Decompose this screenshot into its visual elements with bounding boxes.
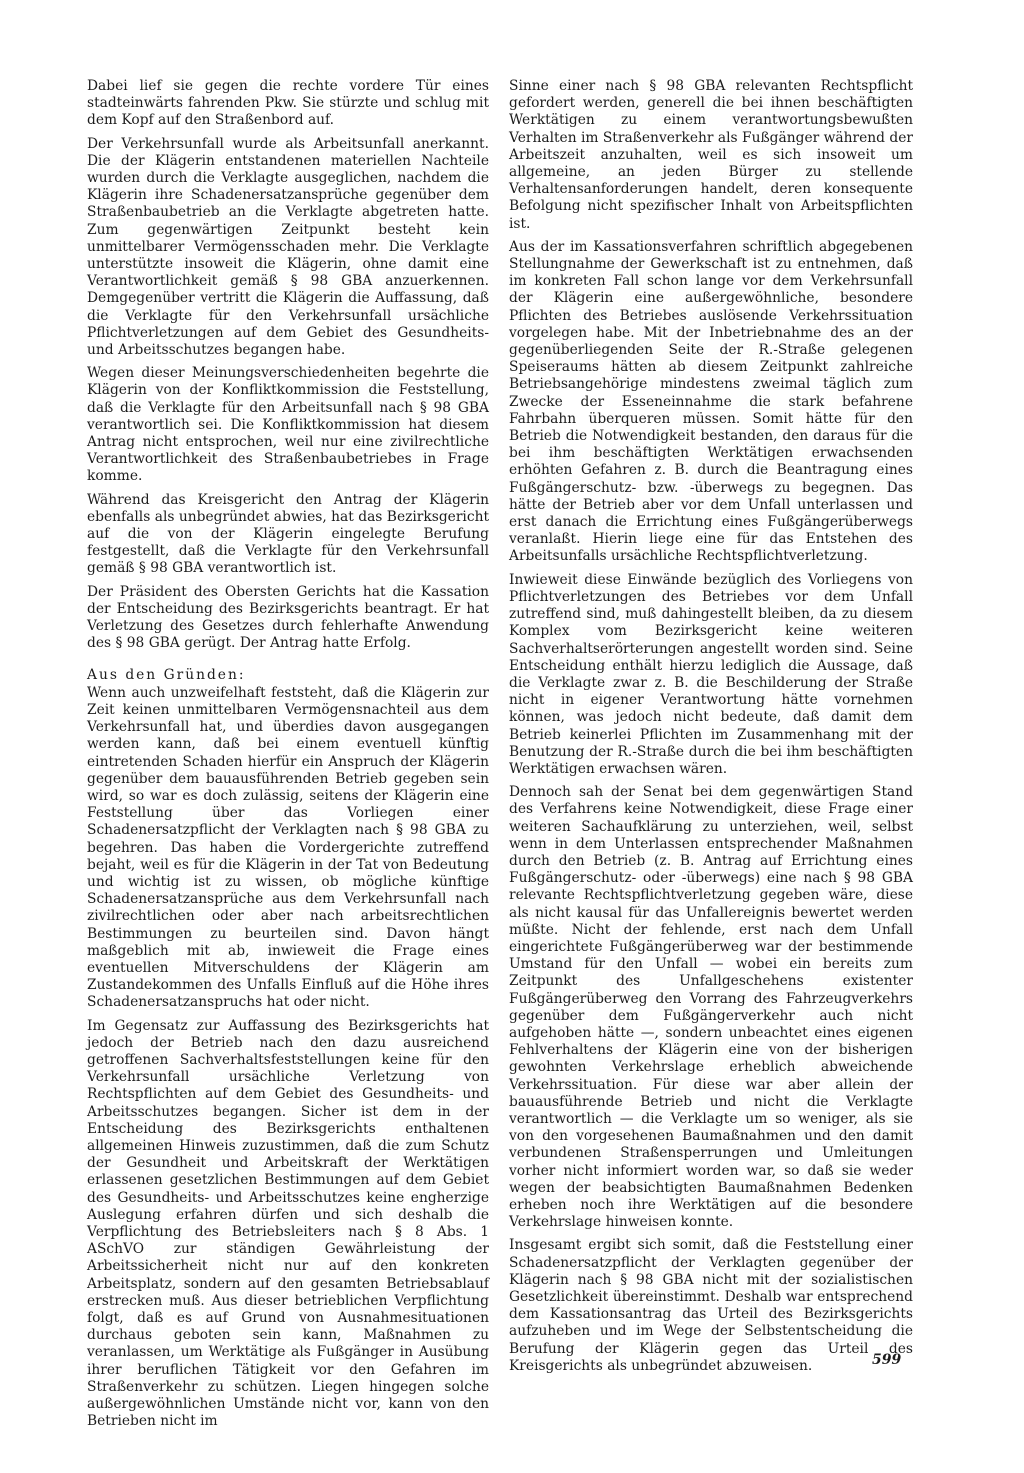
- left-column: [87, 78, 489, 1436]
- paragraph: Der Verkehrsunfall wurde als Arbeitsunfall anerkannt. Die der Klägerin entstandenen materiellen Nachteile wurden durch die Verklagte ausgeglichen, nachdem die Klägerin ihre Schadenersatzansprüche gegenüber dem Straßenbaubetrieb an die Verklagte abgetreten hatte. Zum gegenwärtigen Zeitpunkt besteht kein unmittelbarer Vermögensschaden mehr. Die Verklagte unterstützte insoweit die Klägerin, ohne damit eine Verantwortlichkeit gemäß § 98 GBA anzuerkennen. Demgegenüber vertritt die Klägerin die Auffassung, daß die Verklagte für den Verkehrsunfall ursächliche Pflichtverletzungen auf dem Gebiet des Gesundheits- und Arbeitsschutzes begangen habe.: [87, 135, 489, 359]
- paragraph: Dennoch sah der Senat bei dem gegenwärtigen Stand des Verfahrens keine Notwendigkeit, diese Frage einer weiteren Sachaufklärung zu unterziehen, weil, selbst wenn in dem Unterlassen entsprechender Maßnahmen durch den Betrieb (z. B. Antrag auf Errichtung eines Fußgängerschutz- oder -überwegs) eine nach § 98 GBA relevante Rechtspflichtverletzung gegeben wäre, diese als nicht kausal für das Unfallereignis bewertet werden müßte. Nicht der fehlende, erst nach dem Unfall eingerichtete Fußgängerüberweg war der bestimmende Umstand für den Unfall — wobei ein bereits zum Zeitpunkt des Unfallgeschehens existenter Fußgängerüberweg den Vorrang des Fahrzeugverkehrs gegenüber dem Fußgängerverkehr auch nicht aufgehoben hätte —, sondern unbeachtet eines eigenen Fehlverhaltens der Klägerin eine von der bisherigen gewohnten Verkehrslage erheblich abweichende Verkehrssituation. Für diese war aber allein der bauausführende Betrieb und nicht die Verklagte verantwortlich — die Verklagte um so weniger, als sie von den vorgesehenen Baumaßnahmen und den damit verbundenen Straßensperrungen und Umleitungen vorher nicht informiert worden war, so daß sie weder wegen der beabsichtigten Baumaßnahmen Bedenken erheben noch ihre Werktätigen auf die besondere Verkehrslage hinweisen konnte.: [509, 784, 913, 1231]
- paragraph: Der Präsident des Obersten Gerichts hat die Kassation der Entscheidung des Bezirksgerichts beantragt. Er hat Verletzung des Gesetzes durch fehlerhafte Anwendung des § 98 GBA gerügt. Der Antrag hatte Erfolg.: [87, 583, 489, 652]
- paragraph: Wenn auch unzweifelhaft feststeht, daß die Klägerin zur Zeit keinen unmittelbaren Vermögensnachteil aus dem Verkehrsunfall hat, und überdies davon ausgegangen werden kann, daß bei einem eventuell künftig eintretenden Schaden hierfür ein Anspruch der Klägerin gegenüber dem bauausführenden Betrieb gegeben sein wird, so war es doch zulässig, seitens der Klägerin eine Feststellung über das Vorliegen einer Schadenersatzpflicht der Verklagten nach § 98 GBA zu begehren. Das haben die Vordergerichte zutreffend bejaht, weil es für die Klägerin in der Tat von Bedeutung und wichtig ist zu wissen, ob mögliche künftige Schadenersatzansprüche aus dem Verkehrsunfall nach zivilrechtlichen oder aber nach arbeitsrechtlichen Bestimmungen zu beurteilen sind. Davon hängt maßgeblich mit ab, inwieweit die Frage eines eventuellen Mitverschuldens der Klägerin am Zustandekommen des Unfalls Einfluß auf die Höhe ihres Schadenersatzanspruchs hat oder nicht.: [87, 684, 489, 1011]
- paragraph: Dabei lief sie gegen die rechte vordere Tür eines stadteinwärts fahrenden Pkw. Sie stürzte und schlug mit dem Kopf auf den Straßenbord auf.: [87, 78, 489, 129]
- paragraph: Während das Kreisgericht den Antrag der Klägerin ebenfalls als unbegründet abwies, hat das Bezirksgericht auf die von der Klägerin eingelegte Berufung festgestellt, daß die Verklagte für den Verkehrsunfall gemäß § 98 GBA verantwortlich ist.: [87, 491, 489, 577]
- page-number: 599: [872, 1352, 902, 1368]
- right-column: [509, 78, 913, 1381]
- paragraph: Inwieweit diese Einwände bezüglich des Vorliegens von Pflichtverletzungen des Betriebes vor dem Unfall zutreffend sind, muß dahingestellt bleiben, da zu diesem Komplex vom Bezirksgericht keine weiteren Sachverhaltserörterungen angestellt worden sind. Seine Entscheidung enthält hierzu lediglich die Aussage, daß die Verklagte zwar z. B. die Beschilderung der Straße nicht in eigener Verantwortung hätte vornehmen können, was jedoch nicht bedeute, daß damit dem Betrieb keinerlei Pflichten im Zusammenhang mit der Benutzung der R.-Straße durch die bei ihm beschäftigten Werktätigen erwachsen wären.: [509, 571, 913, 777]
- paragraph: Sinne einer nach § 98 GBA relevanten Rechtspflicht gefordert werden, generell die bei ihnen beschäftigten Werktätigen zu einem verantwortungsbewußten Verhalten im Straßenverkehr als Fußgänger während der Arbeitszeit anzuhalten, weil es sich insoweit um allgemeine, an jeden Bürger zu stellende Verhaltensanforderungen handelt, deren konsequente Befolgung nicht spezifischer Inhalt von Arbeitspflichten ist.: [509, 78, 913, 232]
- paragraph: Wegen dieser Meinungsverschiedenheiten begehrte die Klägerin von der Konfliktkommission die Feststellung, daß die Verklagte für den Arbeitsunfall nach § 98 GBA verantwortlich sei. Die Konfliktkommission hat diesem Antrag nicht entsprochen, weil nur eine zivilrechtliche Verantwortlichkeit des Straßenbaubetriebes in Frage komme.: [87, 365, 489, 485]
- paragraph: Aus der im Kassationsverfahren schriftlich abgegebenen Stellungnahme der Gewerkschaft ist zu entnehmen, daß im konkreten Fall schon lange vor dem Verkehrsunfall der Klägerin eine außergewöhnliche, besondere Pflichten des Betriebes auslösende Verkehrssituation vorgelegen habe. Mit der Inbetriebnahme des an der gegenüberliegenden Seite der R.-Straße gelegenen Speiseraums hätten ab diesem Zeitpunkt zahlreiche Betriebsangehörige mindestens zweimal täglich zum Zwecke der Esseneinnahme die stark befahrene Fahrbahn überqueren müssen. Somit hätte für den Betrieb die Notwendigkeit bestanden, den daraus für die bei ihm beschäftigten Werktätigen erwachsenden erhöhten Gefahren z. B. durch die Beantragung eines Fußgängerschutz- bzw. -überwegs zu begegnen. Das hätte der Betrieb aber vor dem Unfall unterlassen und erst danach die Errichtung eines Fußgängerüberwegs veranlaßt. Hierin liege eine für das Entstehen des Arbeitsunfalls ursächliche Rechtspflichtverletzung.: [509, 238, 913, 565]
- paragraph: Insgesamt ergibt sich somit, daß die Feststellung einer Schadenersatzpflicht der Verklagten gegenüber der Klägerin nach § 98 GBA nicht mit der sozialistischen Gesetzlichkeit übereinstimmt. Deshalb war entsprechend dem Kassationsantrag das Urteil des Bezirksgerichts aufzuheben und im Wege der Selbstentscheidung die Berufung der Klägerin gegen das Urteil des Kreisgerichts als unbegründet abzuweisen.: [509, 1237, 913, 1374]
- paragraph: Im Gegensatz zur Auffassung des Bezirksgerichts hat jedoch der Betrieb nach den dazu ausreichend getroffenen Sachverhaltsfeststellungen keine für den Verkehrsunfall ursächliche Verletzung von Rechtspflichten auf dem Gebiet des Gesundheits- und Arbeitsschutzes begangen. Sicher ist dem in der Entscheidung des Bezirksgerichts enthaltenen allgemeinen Hinweis zuzustimmen, daß die zum Schutz der Gesundheit und Arbeitskraft der Werktätigen erlassenen gesetzlichen Bestimmungen auf dem Gebiet des Gesundheits- und Arbeitsschutzes keine engherzige Auslegung erfahren dürfen und sich deshalb die Verpflichtung des Betriebsleiters nach § 8 Abs. 1 ASchVO zur ständigen Gewährleistung der Arbeitssicherheit nicht nur auf den konkreten Arbeitsplatz, sondern auf den gesamten Betriebsablauf erstrecken muß. Aus dieser betrieblichen Verpflichtung folgt, daß es auf Grund von Ausnahmesituationen durchaus geboten sein kann, Maßnahmen zu veranlassen, um Werktätige als Fußgänger in Ausübung ihrer beruflichen Tätigkeit vor den Gefahren im Straßenverkehr zu schützen. Liegen hingegen solche außergewöhnlichen Umstände nicht vor, kann von den Betrieben nicht im: [87, 1017, 489, 1430]
- section-heading: Aus den Gründen:: [87, 666, 246, 683]
